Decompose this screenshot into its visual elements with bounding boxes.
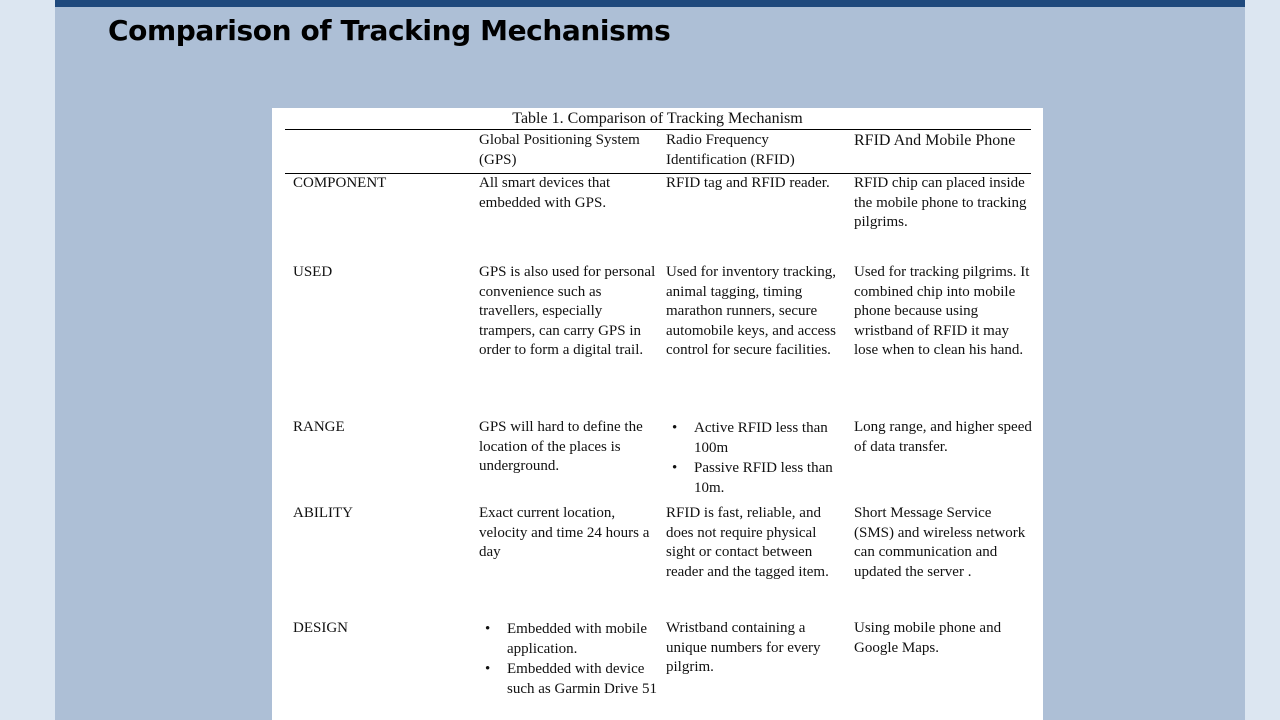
cell-range-gps: GPS will hard to define the location of the places is underground. [479,419,643,474]
cell-range-rfid [666,419,846,499]
row-label-design: DESIGN [293,620,348,636]
cell-component-gps: All smart devices that embedded with GPS. [479,175,611,211]
cell-range-mobile: Long range, and higher speed of data transfer. [854,419,1032,455]
row-label-range: RANGE [293,419,345,435]
cell-used-rfid: Used for inventory tracking, animal tagging, timing marathon runners, secure automobile keys, and access control for secure facilities. [666,264,836,358]
cell-design-gps [479,620,657,700]
header-gps: Global Positioning System (GPS) [479,132,640,168]
range-rfid-list [666,419,846,498]
cell-ability-rfid: RFID is fast, reliable, and does not require physical sight or contact between reader and the tagged item. [666,505,829,580]
header-rfid-mobile: RFID And Mobile Phone [854,132,1016,149]
slide-top-bar [55,0,1245,7]
cell-used-gps: GPS is also used for personal convenience such as travellers, especially trampers, can carry GPS in order to form a digital trail. [479,264,656,358]
list-item: • Embedded with device such as Garmin Drive 51 [479,660,657,699]
row-label-ability: ABILITY [293,505,353,521]
cell-component-mobile: RFID chip can placed inside the mobile phone to tracking pilgrims. [854,175,1027,230]
table-caption: Table 1. Comparison of Tracking Mechanism [512,110,803,127]
list-item: • Embedded with mobile application. [479,620,657,659]
cell-design-rfid: Wristband containing a unique numbers for every pilgrim. [666,620,821,675]
cell-ability-mobile: Short Message Service (SMS) and wireless network can communication and updated the server . [854,505,1026,580]
slide-background [55,0,1245,720]
design-gps-list [479,620,657,699]
comparison-table-image [272,108,1043,720]
cell-design-mobile: Using mobile phone and Google Maps. [854,620,1002,656]
row-label-used: USED [293,264,333,280]
list-item: • Active RFID less than 100m [666,419,846,458]
header-rfid: Radio Frequency Identification (RFID) [666,132,795,168]
row-label-component: COMPONENT [293,175,387,191]
cell-used-mobile: Used for tracking pilgrims. It combined chip into mobile phone because using wristband of RFID it may lose when to clean his hand. [854,264,1030,358]
list-item: • Passive RFID less than 10m. [666,459,846,498]
cell-ability-gps: Exact current location, velocity and time 24 hours a day [479,505,650,560]
cell-component-rfid: RFID tag and RFID reader. [666,175,830,191]
slide-title: Comparison of Tracking Mechanisms [108,14,671,47]
